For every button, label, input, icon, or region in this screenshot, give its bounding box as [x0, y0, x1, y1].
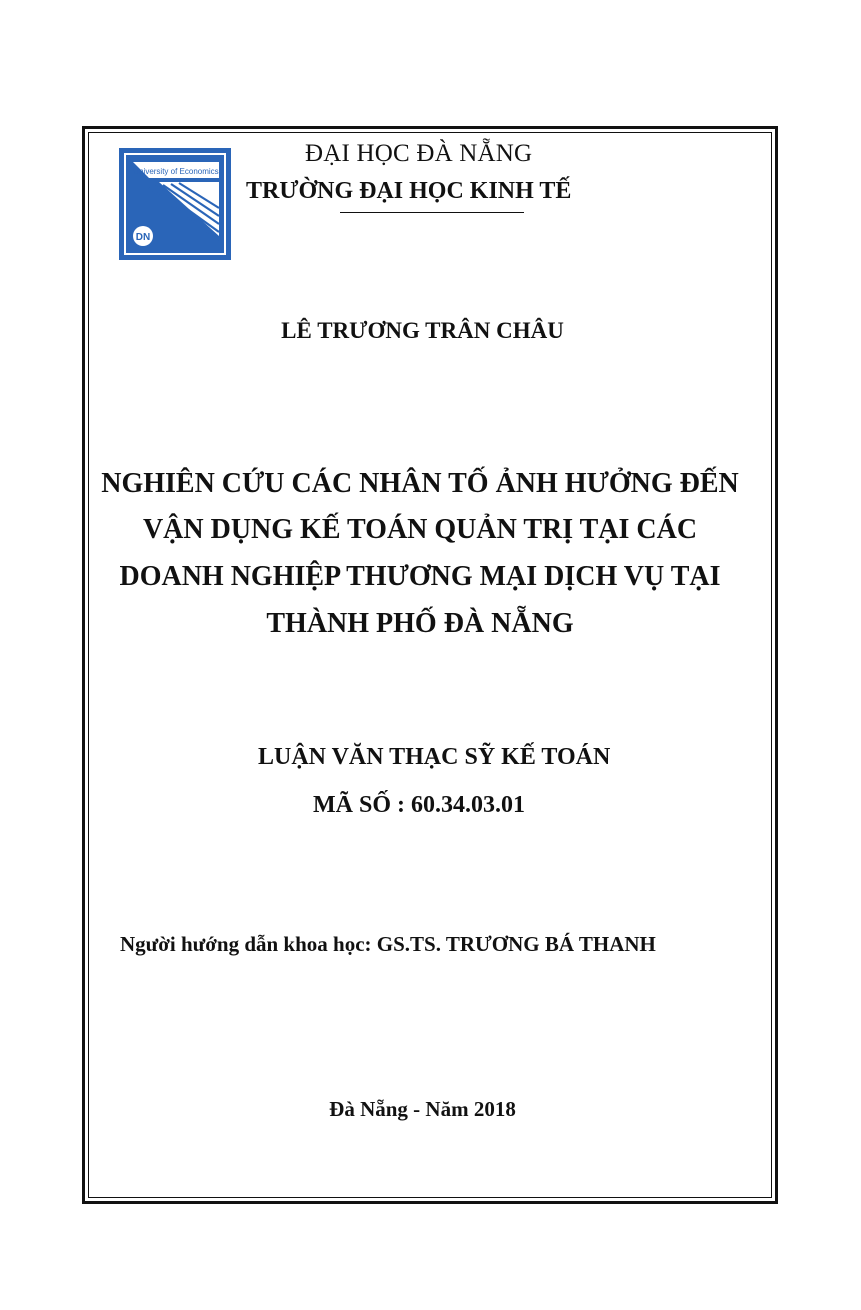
- university-name: ĐẠI HỌC ĐÀ NẴNG: [305, 140, 533, 167]
- degree-type: LUẬN VĂN THẠC SỸ KẾ TOÁN: [258, 744, 611, 770]
- thesis-title-line-4: THÀNH PHỐ ĐÀ NẴNG: [266, 608, 574, 639]
- thesis-title-line-1: NGHIÊN CỨU CÁC NHÂN TỐ ẢNH HƯỞNG ĐẾN: [101, 468, 739, 499]
- university-logo: [119, 148, 231, 260]
- advisor-line: Người hướng dẫn khoa học: GS.TS. TRƯƠNG BÁ THANH: [120, 932, 656, 956]
- school-underline: [340, 212, 524, 213]
- thesis-title-line-3: DOANH NGHIỆP THƯƠNG MẠI DỊCH VỤ TẠI: [119, 561, 721, 592]
- logo-text: University of Economics: [133, 167, 219, 176]
- thesis-title-line-2: VẬN DỤNG KẾ TOÁN QUẢN TRỊ TẠI CÁC: [142, 514, 698, 545]
- cover-border-inner: [88, 132, 772, 1198]
- program-code: MÃ SỐ : 60.34.03.01: [313, 792, 525, 818]
- author-name: LÊ TRƯƠNG TRÂN CHÂU: [281, 318, 564, 343]
- logo-mark: DN: [135, 232, 151, 243]
- place-and-year: Đà Nẵng - Năm 2018: [329, 1097, 516, 1121]
- school-name: TRƯỜNG ĐẠI HỌC KINH TẾ: [246, 178, 572, 204]
